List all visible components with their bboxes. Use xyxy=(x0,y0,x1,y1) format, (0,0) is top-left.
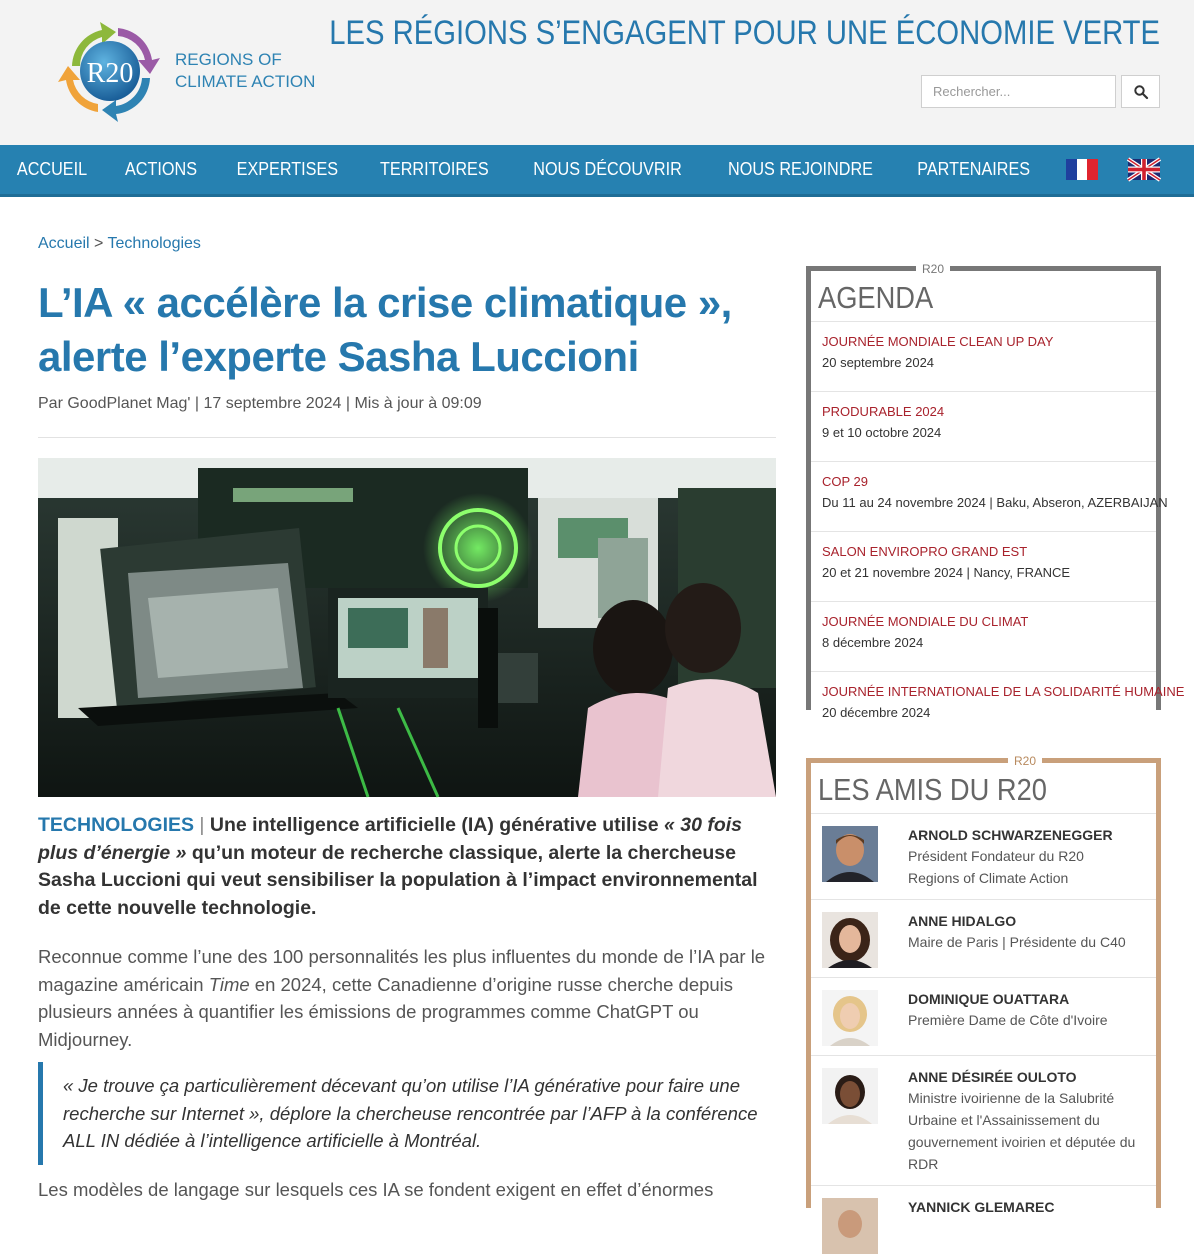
article-photo xyxy=(38,458,776,797)
agenda-item[interactable]: JOURNÉE INTERNATIONALE DE LA SOLIDARITÉ HUMAINE 20 décembre 2024 xyxy=(811,671,1156,741)
agenda-title: AGENDA xyxy=(818,280,934,315)
ami-item[interactable]: YANNICK GLEMAREC xyxy=(811,1185,1156,1245)
france-flag-icon[interactable] xyxy=(1066,159,1098,180)
article-paragraph: Reconnue comme l’une des 100 personnalités les plus influentes du monde de l’IA par le magazine américain Time en 2024, cette Canadienne d’origine russe cherche depuis plusieurs années à quantifier les émissions de programmes comme ChatGPT ou Midjourney. xyxy=(38,946,766,1050)
search-input[interactable] xyxy=(921,75,1116,108)
site-tagline: LES RÉGIONS S’ENGAGENT POUR UNE ÉCONOMIE VERTE xyxy=(329,14,1160,52)
logo-text[interactable]: REGIONS OF CLIMATE ACTION xyxy=(175,50,316,91)
article-title: L’IA « accélère la crise climatique », alerte l’experte Sasha Luccioni xyxy=(38,279,732,380)
amis-title: LES AMIS DU R20 xyxy=(818,772,1047,807)
avatar xyxy=(822,1198,878,1254)
article-quote: « Je trouve ça particulièrement décevant qu’on utilise l’IA générative pour faire une recherche sur Internet », déplore la chercheuse rencontrée par l’AFP à la conférence ALL IN dédiée à l’intelligence artificielle à Montréal. xyxy=(38,1062,778,1165)
agenda-box-label: R20 xyxy=(916,262,950,276)
lead-tag[interactable]: TECHNOLOGIES xyxy=(38,814,195,836)
breadcrumb-home[interactable]: Accueil xyxy=(38,235,90,252)
nav-item-partenaires[interactable]: PARTENAIRES xyxy=(916,159,1030,179)
article-byline: Par GoodPlanet Mag' | 17 septembre 2024 | Mis à jour à 09:09 xyxy=(38,395,482,412)
ami-item[interactable]: ANNE DÉSIRÉE OULOTO Ministre ivoirienne de la Salubrité Urbaine et l'Assainissement du gouvernement ivoirien et députée du RDR xyxy=(811,1055,1156,1185)
avatar xyxy=(822,912,878,968)
search-icon xyxy=(1134,85,1148,99)
ami-item[interactable]: ARNOLD SCHWARZENEGGER Président Fondateur du R20 Regions of Climate Action xyxy=(811,813,1156,899)
avatar xyxy=(822,1068,878,1124)
amis-list[interactable] xyxy=(811,813,1156,1215)
logo-mark: R20 xyxy=(86,58,134,89)
avatar xyxy=(822,826,878,882)
ami-item[interactable]: DOMINIQUE OUATTARA Première Dame de Côte d'Ivoire xyxy=(811,977,1156,1055)
ami-item[interactable]: ANNE HIDALGO Maire de Paris | Présidente du C40 xyxy=(811,899,1156,977)
nav-item-territoires[interactable]: TERRITOIRES xyxy=(379,159,489,179)
r20-logo[interactable] xyxy=(58,18,162,124)
main-nav xyxy=(0,145,1194,197)
agenda-item[interactable]: JOURNÉE MONDIALE CLEAN UP DAY 20 septembre 2024 xyxy=(811,321,1156,391)
breadcrumb xyxy=(38,235,201,253)
nav-item-accueil[interactable]: ACCUEIL xyxy=(17,159,88,179)
amis-box-label: R20 xyxy=(1008,754,1042,768)
agenda-item[interactable]: PRODURABLE 2024 9 et 10 octobre 2024 xyxy=(811,391,1156,461)
breadcrumb-current[interactable]: Technologies xyxy=(107,235,201,252)
article-lead: TECHNOLOGIES | Une intelligence artificielle (IA) générative utilise « 30 fois plus d’énergie » qu’un moteur de recherche classique, alerte la chercheuse Sasha Luccioni qui veut sensibiliser la population à l’impact environnemental de cette nouvelle technologie. xyxy=(38,814,758,919)
nav-item-nous-rejoindre[interactable]: NOUS REJOINDRE xyxy=(727,159,873,179)
avatar xyxy=(822,990,878,1046)
agenda-item[interactable]: JOURNÉE MONDIALE DU CLIMAT 8 décembre 2024 xyxy=(811,601,1156,671)
nav-item-expertises[interactable]: EXPERTISES xyxy=(236,159,339,179)
agenda-list[interactable] xyxy=(811,321,1185,720)
uk-flag-icon[interactable] xyxy=(1128,159,1160,180)
search-button[interactable] xyxy=(1121,75,1160,108)
breadcrumb-separator: > xyxy=(94,235,104,252)
nav-item-nous-decouvrir[interactable]: NOUS DÉCOUVRIR xyxy=(532,159,682,179)
article-divider xyxy=(38,437,776,438)
article-paragraph-2: Les modèles de langage sur lesquels ces IA se fondent exigent en effet d’énormes xyxy=(38,1179,714,1200)
agenda-item[interactable]: COP 29 Du 11 au 24 novembre 2024 | Baku, Abseron, AZERBAIJAN xyxy=(811,461,1156,531)
agenda-item[interactable]: SALON ENVIROPRO GRAND EST 20 et 21 novembre 2024 | Nancy, FRANCE xyxy=(811,531,1156,601)
nav-item-actions[interactable]: ACTIONS xyxy=(125,159,198,179)
site-header xyxy=(0,0,1194,145)
